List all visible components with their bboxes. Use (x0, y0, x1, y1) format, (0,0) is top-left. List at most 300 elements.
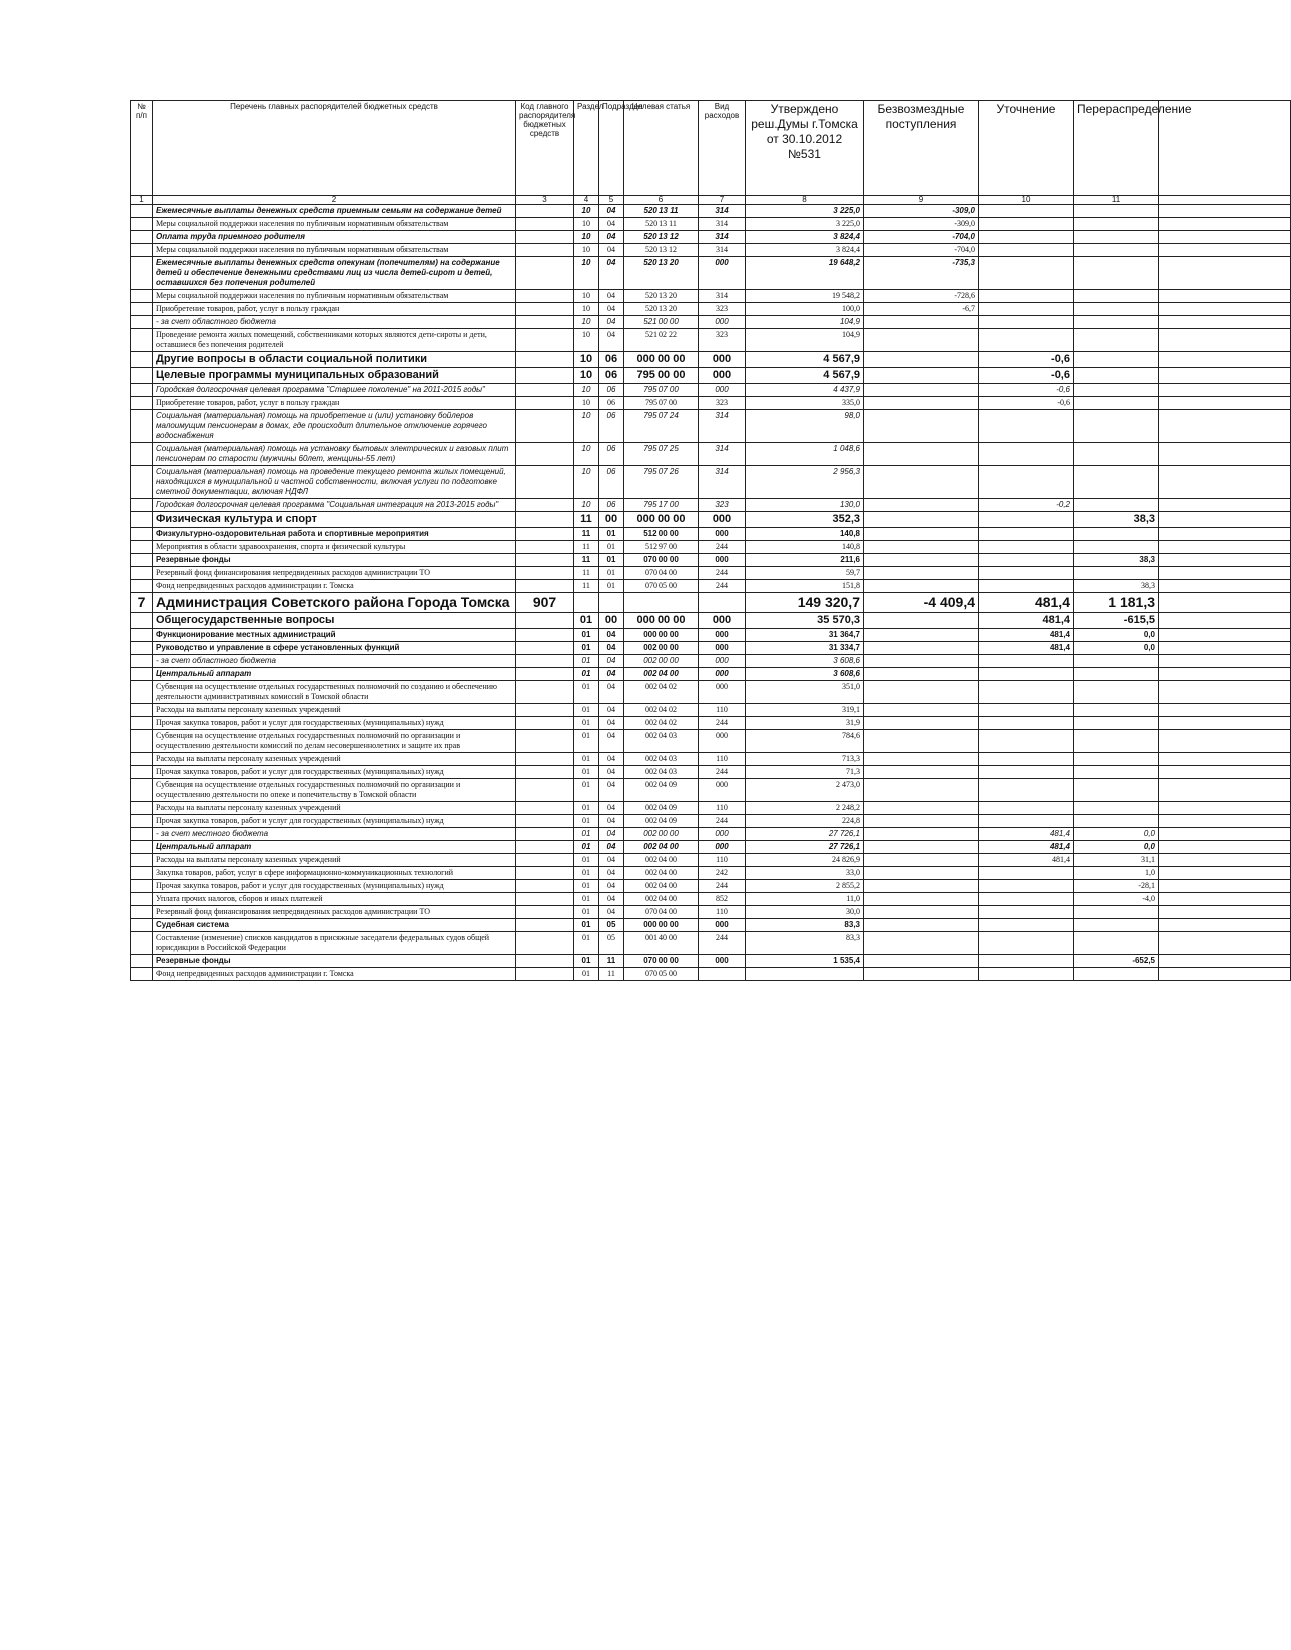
row-extra (1159, 668, 1291, 681)
row-razdel: 01 (574, 906, 599, 919)
row-name: Ежемесячные выплаты денежных средств опекунам (попечителям) на содержание детей и обеспечение денежными средствами лиц из числа детей-сирот и детей, оставшихся без попечения родителей (153, 257, 516, 290)
row-vid: 000 (699, 655, 746, 668)
row-target: 002 00 00 (624, 655, 699, 668)
row-redistribution (1074, 205, 1159, 218)
row-name: Фонд непредвиденных расходов администрации г. Томска (153, 580, 516, 593)
row-clarification: -0,6 (979, 368, 1074, 384)
row-clarification (979, 932, 1074, 955)
row-vid: 244 (699, 880, 746, 893)
row-code (516, 554, 574, 567)
row-name: Прочая закупка товаров, работ и услуг для государственных (муниципальных) нужд (153, 815, 516, 828)
row-grants (864, 352, 979, 368)
row-extra (1159, 329, 1291, 352)
row-podrazdel: 04 (599, 880, 624, 893)
row-grants (864, 867, 979, 880)
table-row (131, 466, 1291, 499)
row-extra (1159, 257, 1291, 290)
row-code (516, 753, 574, 766)
row-extra (1159, 629, 1291, 642)
row-razdel: 01 (574, 681, 599, 704)
table-row (131, 541, 1291, 554)
row-approved: 4 567,9 (746, 352, 864, 368)
row-approved: 2 248,2 (746, 802, 864, 815)
row-extra (1159, 613, 1291, 629)
table-row (131, 580, 1291, 593)
budget-table (130, 100, 1291, 981)
row-extra (1159, 466, 1291, 499)
row-podrazdel: 04 (599, 231, 624, 244)
row-clarification (979, 244, 1074, 257)
row-redistribution (1074, 717, 1159, 730)
row-approved: 2 956,3 (746, 466, 864, 499)
row-extra (1159, 218, 1291, 231)
row-podrazdel: 06 (599, 499, 624, 512)
row-code (516, 730, 574, 753)
row-approved: 83,3 (746, 919, 864, 932)
row-grants (864, 704, 979, 717)
row-target: 002 04 02 (624, 704, 699, 717)
col-number: 1 (131, 196, 153, 205)
row-redistribution: -615,5 (1074, 613, 1159, 629)
row-vid: 110 (699, 906, 746, 919)
table-row (131, 290, 1291, 303)
row-approved: 1 535,4 (746, 955, 864, 968)
row-extra (1159, 906, 1291, 919)
row-podrazdel: 00 (599, 512, 624, 528)
row-name: Оплата труда приемного родителя (153, 231, 516, 244)
row-redistribution: 38,3 (1074, 580, 1159, 593)
row-name: Социальная (материальная) помощь на проведение текущего ремонта жилых помещений, находящихся в муниципальной и частной собственности, включая услуги по подготовке сметной документации, включая НДФЛ (153, 466, 516, 499)
table-row (131, 613, 1291, 629)
row-vid: 242 (699, 867, 746, 880)
row-redistribution (1074, 802, 1159, 815)
row-number (131, 410, 153, 443)
row-number (131, 828, 153, 841)
row-approved: 100,0 (746, 303, 864, 316)
row-code (516, 580, 574, 593)
row-grants (864, 316, 979, 329)
row-name: Физическая культура и спорт (153, 512, 516, 528)
header-razdel: Раздел (574, 101, 599, 196)
row-number (131, 244, 153, 257)
table-row (131, 753, 1291, 766)
col-number: 10 (979, 196, 1074, 205)
row-grants: -309,0 (864, 218, 979, 231)
row-redistribution (1074, 316, 1159, 329)
row-approved: 319,1 (746, 704, 864, 717)
row-code (516, 766, 574, 779)
row-clarification (979, 329, 1074, 352)
row-code (516, 368, 574, 384)
row-code (516, 779, 574, 802)
row-number (131, 205, 153, 218)
table-row (131, 410, 1291, 443)
row-extra (1159, 352, 1291, 368)
row-podrazdel (599, 593, 624, 613)
row-number (131, 841, 153, 854)
row-clarification (979, 316, 1074, 329)
row-clarification (979, 681, 1074, 704)
row-vid: 314 (699, 218, 746, 231)
row-razdel: 10 (574, 397, 599, 410)
row-code (516, 815, 574, 828)
row-clarification (979, 231, 1074, 244)
row-name: Расходы на выплаты персоналу казенных учреждений (153, 753, 516, 766)
row-extra (1159, 655, 1291, 668)
row-extra (1159, 541, 1291, 554)
row-extra (1159, 932, 1291, 955)
row-vid: 244 (699, 815, 746, 828)
row-grants (864, 629, 979, 642)
row-target: 521 02 22 (624, 329, 699, 352)
row-name: Резервный фонд финансирования непредвиденных расходов администрации ТО (153, 906, 516, 919)
table-row (131, 352, 1291, 368)
row-clarification (979, 955, 1074, 968)
row-redistribution: -28,1 (1074, 880, 1159, 893)
row-number (131, 466, 153, 499)
row-approved: 784,6 (746, 730, 864, 753)
row-clarification (979, 528, 1074, 541)
row-extra (1159, 766, 1291, 779)
row-clarification: -0,6 (979, 397, 1074, 410)
header-target: Целевая статья (624, 101, 699, 196)
row-number (131, 218, 153, 231)
row-code (516, 893, 574, 906)
row-redistribution (1074, 932, 1159, 955)
row-number (131, 955, 153, 968)
row-number (131, 932, 153, 955)
header-podrazdel: Подраздел (599, 101, 624, 196)
row-target: 070 00 00 (624, 554, 699, 567)
row-approved: 224,8 (746, 815, 864, 828)
row-podrazdel: 01 (599, 541, 624, 554)
row-vid: 323 (699, 397, 746, 410)
row-razdel: 11 (574, 512, 599, 528)
row-grants (864, 613, 979, 629)
row-razdel: 01 (574, 919, 599, 932)
row-redistribution (1074, 730, 1159, 753)
row-number (131, 629, 153, 642)
row-redistribution (1074, 541, 1159, 554)
row-code (516, 854, 574, 867)
row-name: - за счет областного бюджета (153, 316, 516, 329)
row-podrazdel: 00 (599, 613, 624, 629)
row-code (516, 802, 574, 815)
row-approved: 30,0 (746, 906, 864, 919)
row-redistribution (1074, 668, 1159, 681)
table-row (131, 932, 1291, 955)
row-podrazdel: 04 (599, 681, 624, 704)
row-extra (1159, 580, 1291, 593)
row-vid: 244 (699, 580, 746, 593)
row-podrazdel: 05 (599, 932, 624, 955)
row-code (516, 906, 574, 919)
row-razdel: 01 (574, 828, 599, 841)
row-clarification (979, 893, 1074, 906)
row-clarification: -0,6 (979, 352, 1074, 368)
row-target: 002 04 00 (624, 867, 699, 880)
row-code (516, 443, 574, 466)
row-vid: 110 (699, 704, 746, 717)
row-grants (864, 567, 979, 580)
row-extra (1159, 893, 1291, 906)
row-approved: 71,3 (746, 766, 864, 779)
row-redistribution (1074, 919, 1159, 932)
row-number (131, 257, 153, 290)
table-row (131, 815, 1291, 828)
row-podrazdel: 01 (599, 567, 624, 580)
row-extra (1159, 567, 1291, 580)
table-row (131, 854, 1291, 867)
row-name: Центральный аппарат (153, 668, 516, 681)
row-code (516, 541, 574, 554)
row-grants (864, 854, 979, 867)
row-razdel: 01 (574, 955, 599, 968)
table-row (131, 593, 1291, 613)
table-row (131, 368, 1291, 384)
row-redistribution (1074, 753, 1159, 766)
row-code (516, 867, 574, 880)
row-target: 795 17 00 (624, 499, 699, 512)
row-razdel: 11 (574, 554, 599, 567)
table-row (131, 867, 1291, 880)
row-grants (864, 655, 979, 668)
row-razdel: 01 (574, 880, 599, 893)
row-extra (1159, 681, 1291, 704)
row-vid: 314 (699, 205, 746, 218)
row-razdel (574, 593, 599, 613)
row-grants (864, 955, 979, 968)
table-row (131, 704, 1291, 717)
row-podrazdel: 06 (599, 384, 624, 397)
row-grants (864, 730, 979, 753)
row-razdel: 01 (574, 668, 599, 681)
row-clarification (979, 880, 1074, 893)
row-redistribution (1074, 779, 1159, 802)
row-code (516, 499, 574, 512)
row-name: Субвенция на осуществление отдельных государственных полномочий по созданию и обеспечению деятельности административных комиссий в Томской области (153, 681, 516, 704)
row-grants (864, 828, 979, 841)
row-approved: 35 570,3 (746, 613, 864, 629)
row-target: 520 13 12 (624, 231, 699, 244)
row-clarification (979, 257, 1074, 290)
row-extra (1159, 368, 1291, 384)
row-name: Закупка товаров, работ, услуг в сфере информационно-коммуникационных технологий (153, 867, 516, 880)
row-redistribution (1074, 218, 1159, 231)
row-code (516, 466, 574, 499)
row-name: Резервный фонд финансирования непредвиденных расходов администрации ТО (153, 567, 516, 580)
row-podrazdel: 04 (599, 753, 624, 766)
row-name: Общегосударственные вопросы (153, 613, 516, 629)
row-approved: 104,9 (746, 316, 864, 329)
row-razdel: 01 (574, 854, 599, 867)
row-redistribution: -4,0 (1074, 893, 1159, 906)
column-numbers-row (131, 196, 1291, 205)
row-podrazdel: 04 (599, 766, 624, 779)
row-podrazdel: 04 (599, 802, 624, 815)
row-clarification (979, 919, 1074, 932)
row-grants (864, 443, 979, 466)
row-target: 002 04 03 (624, 766, 699, 779)
row-number (131, 642, 153, 655)
row-target: 002 04 00 (624, 841, 699, 854)
row-target: 070 04 00 (624, 906, 699, 919)
row-extra (1159, 499, 1291, 512)
table-row (131, 512, 1291, 528)
col-number: 5 (599, 196, 624, 205)
row-razdel: 10 (574, 205, 599, 218)
row-number (131, 779, 153, 802)
row-podrazdel: 04 (599, 629, 624, 642)
table-row (131, 717, 1291, 730)
table-row (131, 244, 1291, 257)
table-row (131, 668, 1291, 681)
row-podrazdel: 04 (599, 668, 624, 681)
row-name: Физкультурно-оздоровительная работа и спортивные мероприятия (153, 528, 516, 541)
row-target: 002 04 09 (624, 815, 699, 828)
row-name: Фонд непредвиденных расходов администрации г. Томска (153, 968, 516, 981)
row-vid (699, 968, 746, 981)
table-row (131, 303, 1291, 316)
row-name: Социальная (материальная) помощь на приобретение и (или) установку бойлеров малоимущим пенсионерам в домах, где происходит длительное отключение горячего водоснабжения (153, 410, 516, 443)
row-clarification (979, 968, 1074, 981)
row-redistribution: -652,5 (1074, 955, 1159, 968)
row-code (516, 528, 574, 541)
row-razdel: 11 (574, 580, 599, 593)
row-podrazdel: 11 (599, 968, 624, 981)
row-approved: 4 567,9 (746, 368, 864, 384)
row-grants (864, 466, 979, 499)
row-target: 070 05 00 (624, 580, 699, 593)
header-name: Перечень главных распорядителей бюджетных средств (153, 101, 516, 196)
row-approved: 3 225,0 (746, 205, 864, 218)
row-razdel: 10 (574, 316, 599, 329)
row-redistribution (1074, 290, 1159, 303)
header-code: Код главного распорядителя бюджетных средств (516, 101, 574, 196)
row-redistribution (1074, 329, 1159, 352)
row-grants (864, 329, 979, 352)
row-name: Меры социальной поддержки населения по публичным нормативным обязательствам (153, 218, 516, 231)
row-number (131, 815, 153, 828)
row-extra (1159, 717, 1291, 730)
row-approved: 4 437,9 (746, 384, 864, 397)
row-approved: 59,7 (746, 567, 864, 580)
row-podrazdel: 04 (599, 704, 624, 717)
row-target: 002 04 03 (624, 753, 699, 766)
row-redistribution (1074, 567, 1159, 580)
row-vid: 000 (699, 668, 746, 681)
row-razdel: 11 (574, 528, 599, 541)
row-number (131, 384, 153, 397)
row-redistribution (1074, 244, 1159, 257)
row-number (131, 730, 153, 753)
row-code (516, 257, 574, 290)
row-podrazdel: 04 (599, 867, 624, 880)
row-podrazdel: 04 (599, 815, 624, 828)
row-redistribution (1074, 443, 1159, 466)
row-extra (1159, 528, 1291, 541)
row-extra (1159, 968, 1291, 981)
row-approved: 3 225,0 (746, 218, 864, 231)
row-clarification (979, 867, 1074, 880)
row-approved: 11,0 (746, 893, 864, 906)
row-razdel: 10 (574, 303, 599, 316)
row-podrazdel: 04 (599, 290, 624, 303)
row-name: Меры социальной поддержки населения по публичным нормативным обязательствам (153, 244, 516, 257)
row-clarification: -0,2 (979, 499, 1074, 512)
row-grants: -704,0 (864, 244, 979, 257)
header-approved: Утверждено реш.Думы г.Томска от 30.10.2012 №531 (746, 101, 864, 196)
row-code (516, 290, 574, 303)
row-clarification: 481,4 (979, 613, 1074, 629)
row-target: 002 04 00 (624, 893, 699, 906)
table-row (131, 880, 1291, 893)
table-row (131, 730, 1291, 753)
row-name: Прочая закупка товаров, работ и услуг для государственных (муниципальных) нужд (153, 880, 516, 893)
row-grants (864, 968, 979, 981)
row-extra (1159, 880, 1291, 893)
row-razdel: 01 (574, 932, 599, 955)
row-vid: 244 (699, 717, 746, 730)
row-clarification (979, 303, 1074, 316)
table-row (131, 681, 1291, 704)
row-redistribution (1074, 231, 1159, 244)
row-number (131, 717, 153, 730)
row-vid: 000 (699, 613, 746, 629)
row-grants (864, 779, 979, 802)
row-redistribution (1074, 303, 1159, 316)
row-grants (864, 528, 979, 541)
row-target: 002 04 00 (624, 668, 699, 681)
row-clarification (979, 410, 1074, 443)
row-vid: 000 (699, 841, 746, 854)
row-clarification: -0,6 (979, 384, 1074, 397)
row-number (131, 528, 153, 541)
row-vid: 000 (699, 316, 746, 329)
row-clarification: 481,4 (979, 854, 1074, 867)
row-approved: 31,9 (746, 717, 864, 730)
table-row (131, 316, 1291, 329)
row-redistribution (1074, 352, 1159, 368)
row-vid: 110 (699, 753, 746, 766)
row-grants (864, 642, 979, 655)
row-podrazdel: 04 (599, 642, 624, 655)
row-target: 002 04 00 (624, 854, 699, 867)
row-redistribution (1074, 466, 1159, 499)
row-extra (1159, 231, 1291, 244)
row-extra (1159, 828, 1291, 841)
row-extra (1159, 554, 1291, 567)
row-razdel: 01 (574, 766, 599, 779)
row-razdel: 01 (574, 779, 599, 802)
row-vid: 000 (699, 368, 746, 384)
row-redistribution (1074, 681, 1159, 704)
row-grants (864, 841, 979, 854)
table-row (131, 231, 1291, 244)
row-extra (1159, 410, 1291, 443)
row-razdel: 01 (574, 841, 599, 854)
row-name: Городская долгосрочная целевая программа "Старшее поколение" на 2011-2015 годы" (153, 384, 516, 397)
row-name: Приобретение товаров, работ, услуг в пользу граждан (153, 397, 516, 410)
row-vid: 000 (699, 384, 746, 397)
row-code (516, 919, 574, 932)
row-target: 002 04 09 (624, 779, 699, 802)
row-name: Меры социальной поддержки населения по публичным нормативным обязательствам (153, 290, 516, 303)
row-extra (1159, 244, 1291, 257)
row-target: 000 00 00 (624, 629, 699, 642)
table-row (131, 955, 1291, 968)
row-approved: 31 334,7 (746, 642, 864, 655)
